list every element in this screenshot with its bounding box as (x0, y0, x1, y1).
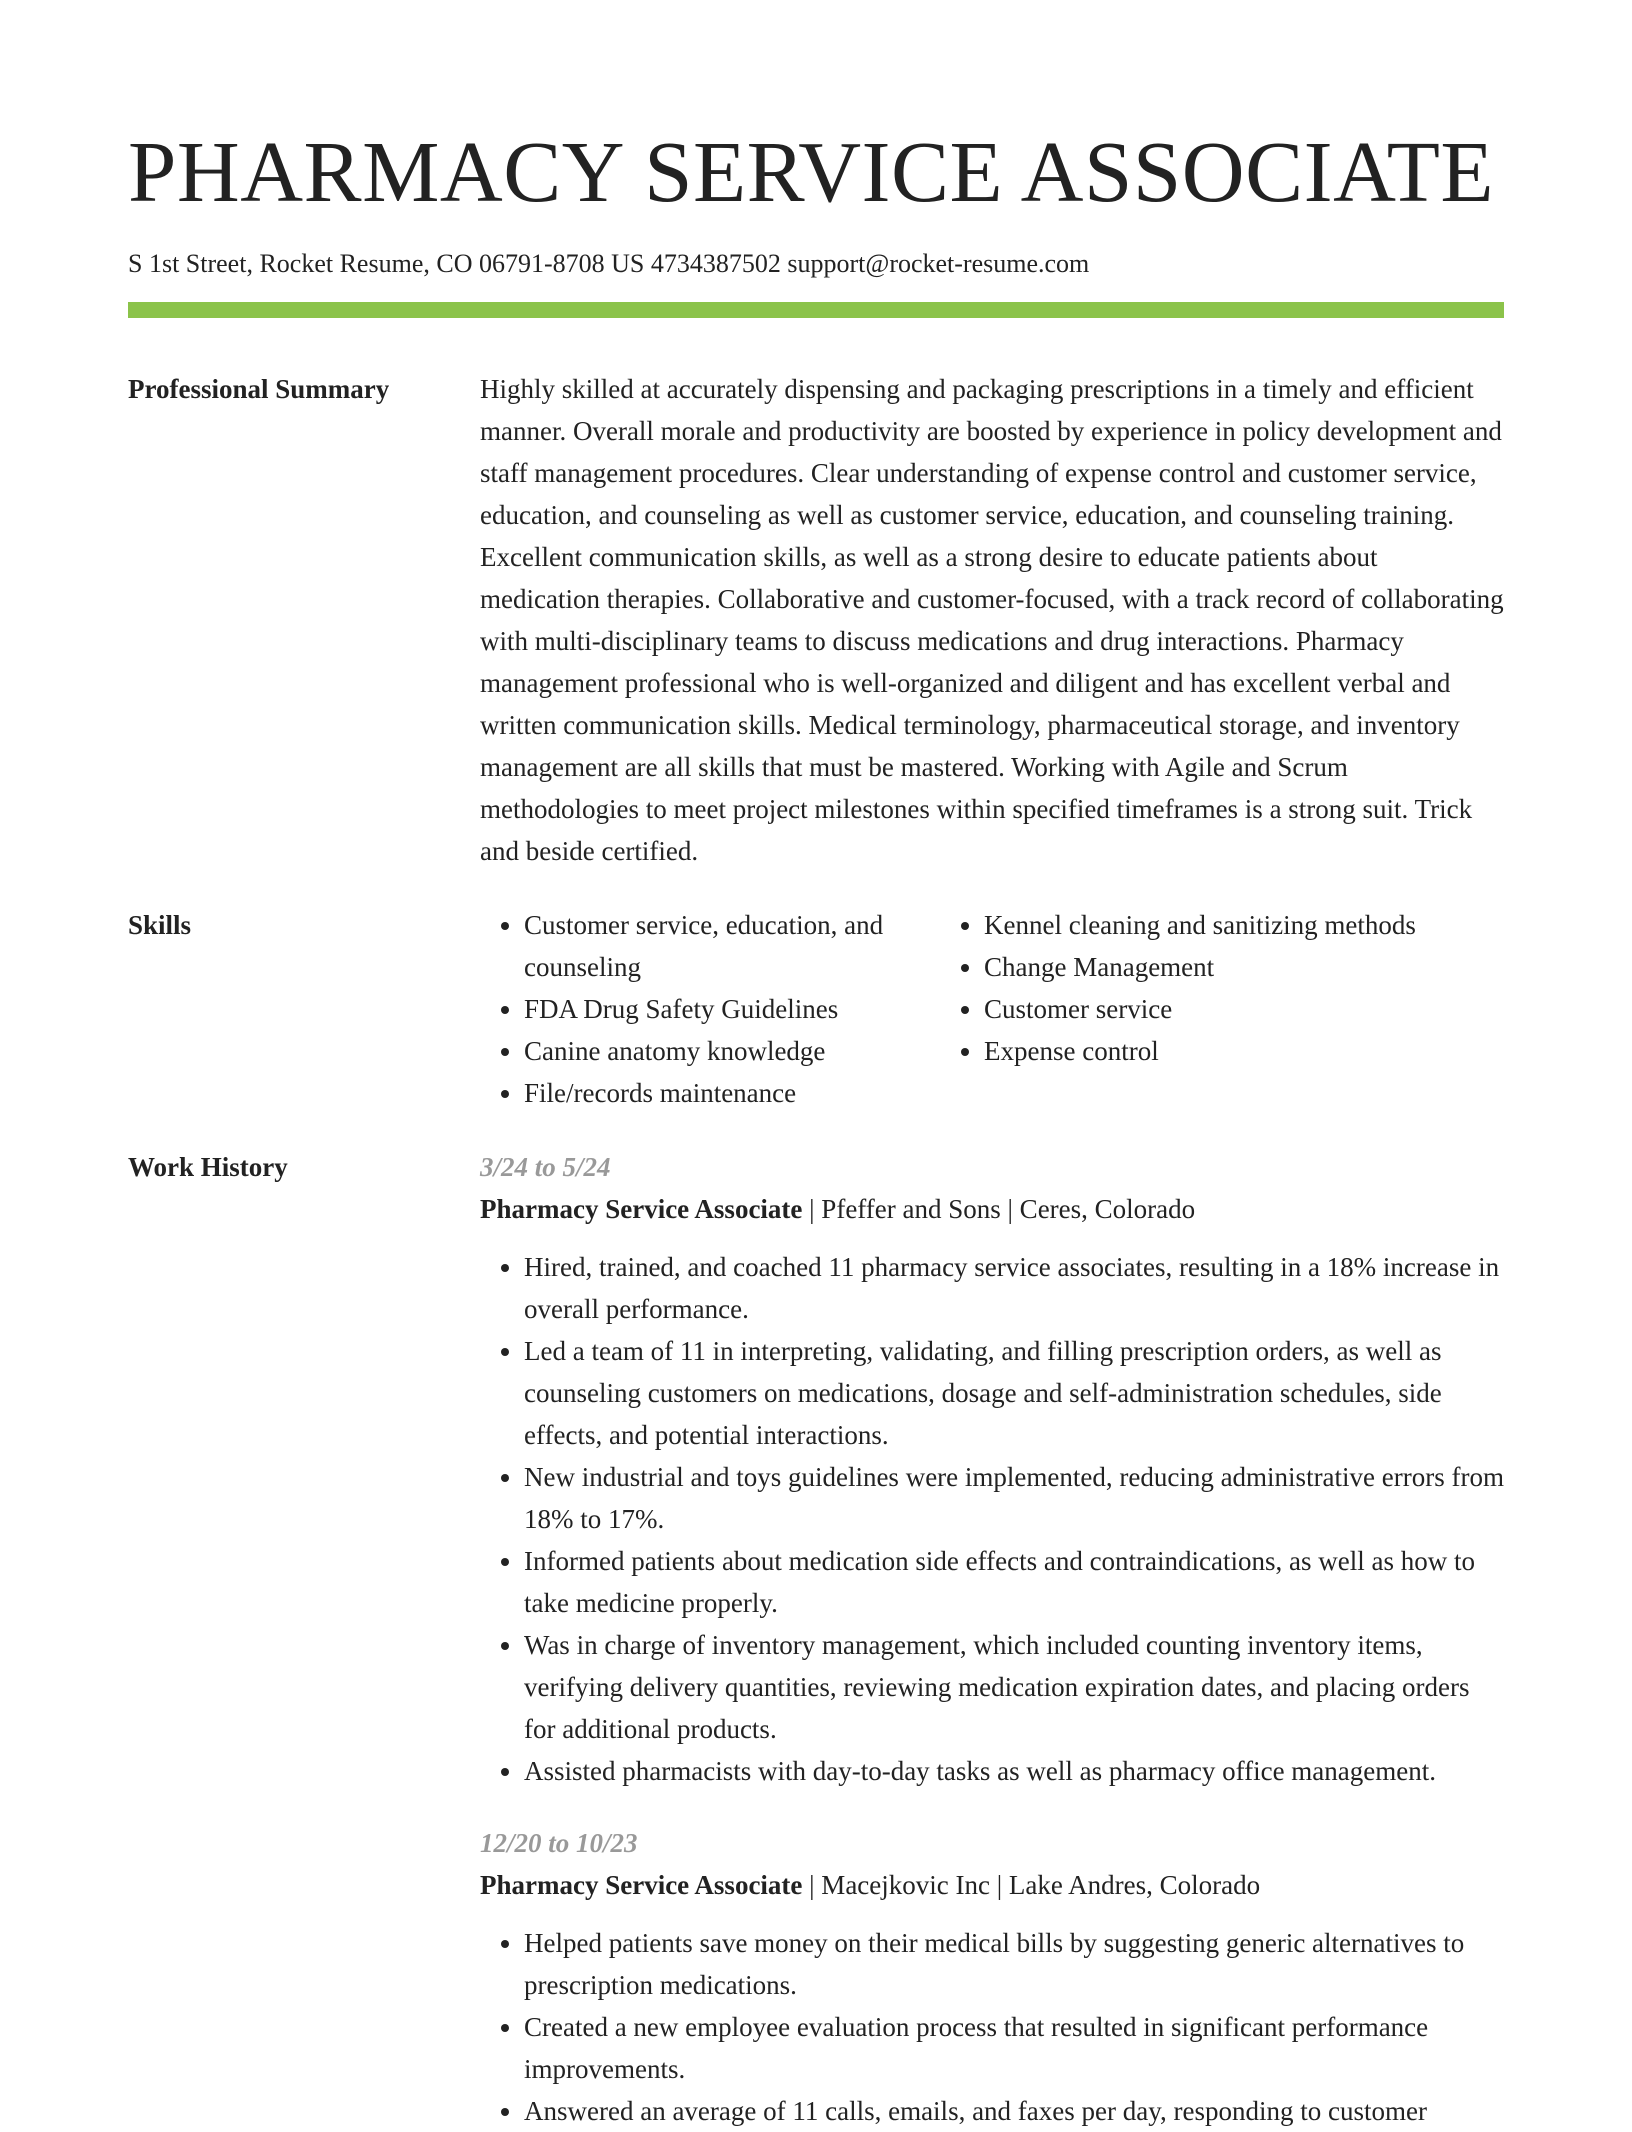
skill-item: • Canine anatomy knowledge (524, 1030, 940, 1072)
job-employer-location: | Macejkovic Inc | Lake Andres, Colorado (802, 1870, 1261, 1900)
skills-columns (480, 904, 1504, 1114)
skill-item: • File/records maintenance (524, 1072, 940, 1114)
job-bullet: • Answered an average of 11 calls, emails, and faxes per day, responding to customer (524, 2090, 1504, 2132)
job-bullets (480, 1246, 1504, 1792)
resume-page (128, 120, 1504, 2132)
skills-section (128, 904, 1504, 1114)
skill-item: • Change Management (984, 946, 1460, 988)
job-dates: 3/24 to 5/24 (480, 1152, 611, 1182)
skill-item: • Expense control (984, 1030, 1460, 1072)
skills-column-right (940, 904, 1460, 1114)
work-history-section (128, 1146, 1504, 2132)
summary-text: Highly skilled at accurately dispensing and packaging prescriptions in a timely and efficient manner. Overall morale and productivity are boosted by experience in policy development and staff management procedures. Clear understanding of expense control and customer service, education, and counseling as well as customer service, education, and counseling training. Excellent communication skills, as well as a strong desire to educate patients about medication therapies. Collaborative and customer-focused, with a track record of collaborating with multi-disciplinary teams to discuss medications and drug interactions. Pharmacy management professional who is well-organized and diligent and has excellent verbal and written communication skills. Medical terminology, pharmaceutical storage, and inventory management are all skills that must be mastered. Working with Agile and Scrum methodologies to meet project milestones within specified timeframes is a strong suit. Trick and beside certified. (480, 374, 1504, 866)
skill-item: • Customer service (984, 988, 1460, 1030)
resume-name: PHARMACY SERVICE ASSOCIATE (128, 123, 1495, 220)
skill-item: • Kennel cleaning and sanitizing methods (984, 904, 1460, 946)
job-entry (480, 1822, 1504, 2132)
job-bullet: • Informed patients about medication side effects and contraindications, as well as how to take medicine properly. (524, 1540, 1504, 1624)
job-bullet: • Led a team of 11 in interpreting, validating, and filling prescription orders, as well as counseling customers on medications, dosage and self-administration schedules, side effects, and potential interactions. (524, 1330, 1504, 1456)
job-title: Pharmacy Service Associate (480, 1194, 803, 1224)
job-bullet: • Was in charge of inventory management, which included counting inventory items, verifying delivery quantities, reviewing medication expiration dates, and placing orders for additional products. (524, 1624, 1504, 1750)
job-title-line (480, 1864, 1504, 1906)
skill-item: • FDA Drug Safety Guidelines (524, 988, 940, 1030)
job-employer-location: | Pfeffer and Sons | Ceres, Colorado (802, 1194, 1196, 1224)
job-bullet: • Created a new employee evaluation process that resulted in significant performance improvements. (524, 2006, 1504, 2090)
job-bullet: • New industrial and toys guidelines were implemented, reducing administrative errors from 18% to 17%. (524, 1456, 1504, 1540)
job-dates: 12/20 to 10/23 (480, 1828, 638, 1858)
work-history-body (480, 1146, 1504, 2132)
accent-divider (128, 302, 1504, 318)
summary-section (128, 368, 1504, 872)
job-bullets (480, 1922, 1504, 2132)
skills-column-left (480, 904, 940, 1114)
job-bullet: • Helped patients save money on their medical bills by suggesting generic alternatives to prescription medications. (524, 1922, 1504, 2006)
skills-body (480, 904, 1504, 1114)
summary-label: Professional Summary (128, 374, 390, 404)
job-title-line (480, 1188, 1504, 1230)
skill-item: • Customer service, education, and counseling (524, 904, 940, 988)
job-bullet: • Assisted pharmacists with day-to-day tasks as well as pharmacy office management. (524, 1750, 1504, 1792)
contact-line: S 1st Street, Rocket Resume, CO 06791-8708 US 4734387502 support@rocket-resume.com (128, 249, 1090, 278)
work-history-label: Work History (128, 1152, 288, 1182)
skills-label: Skills (128, 910, 192, 940)
job-bullet: • Hired, trained, and coached 11 pharmacy service associates, resulting in a 18% increase in overall performance. (524, 1246, 1504, 1330)
job-entry (480, 1146, 1504, 1792)
job-title: Pharmacy Service Associate (480, 1870, 803, 1900)
